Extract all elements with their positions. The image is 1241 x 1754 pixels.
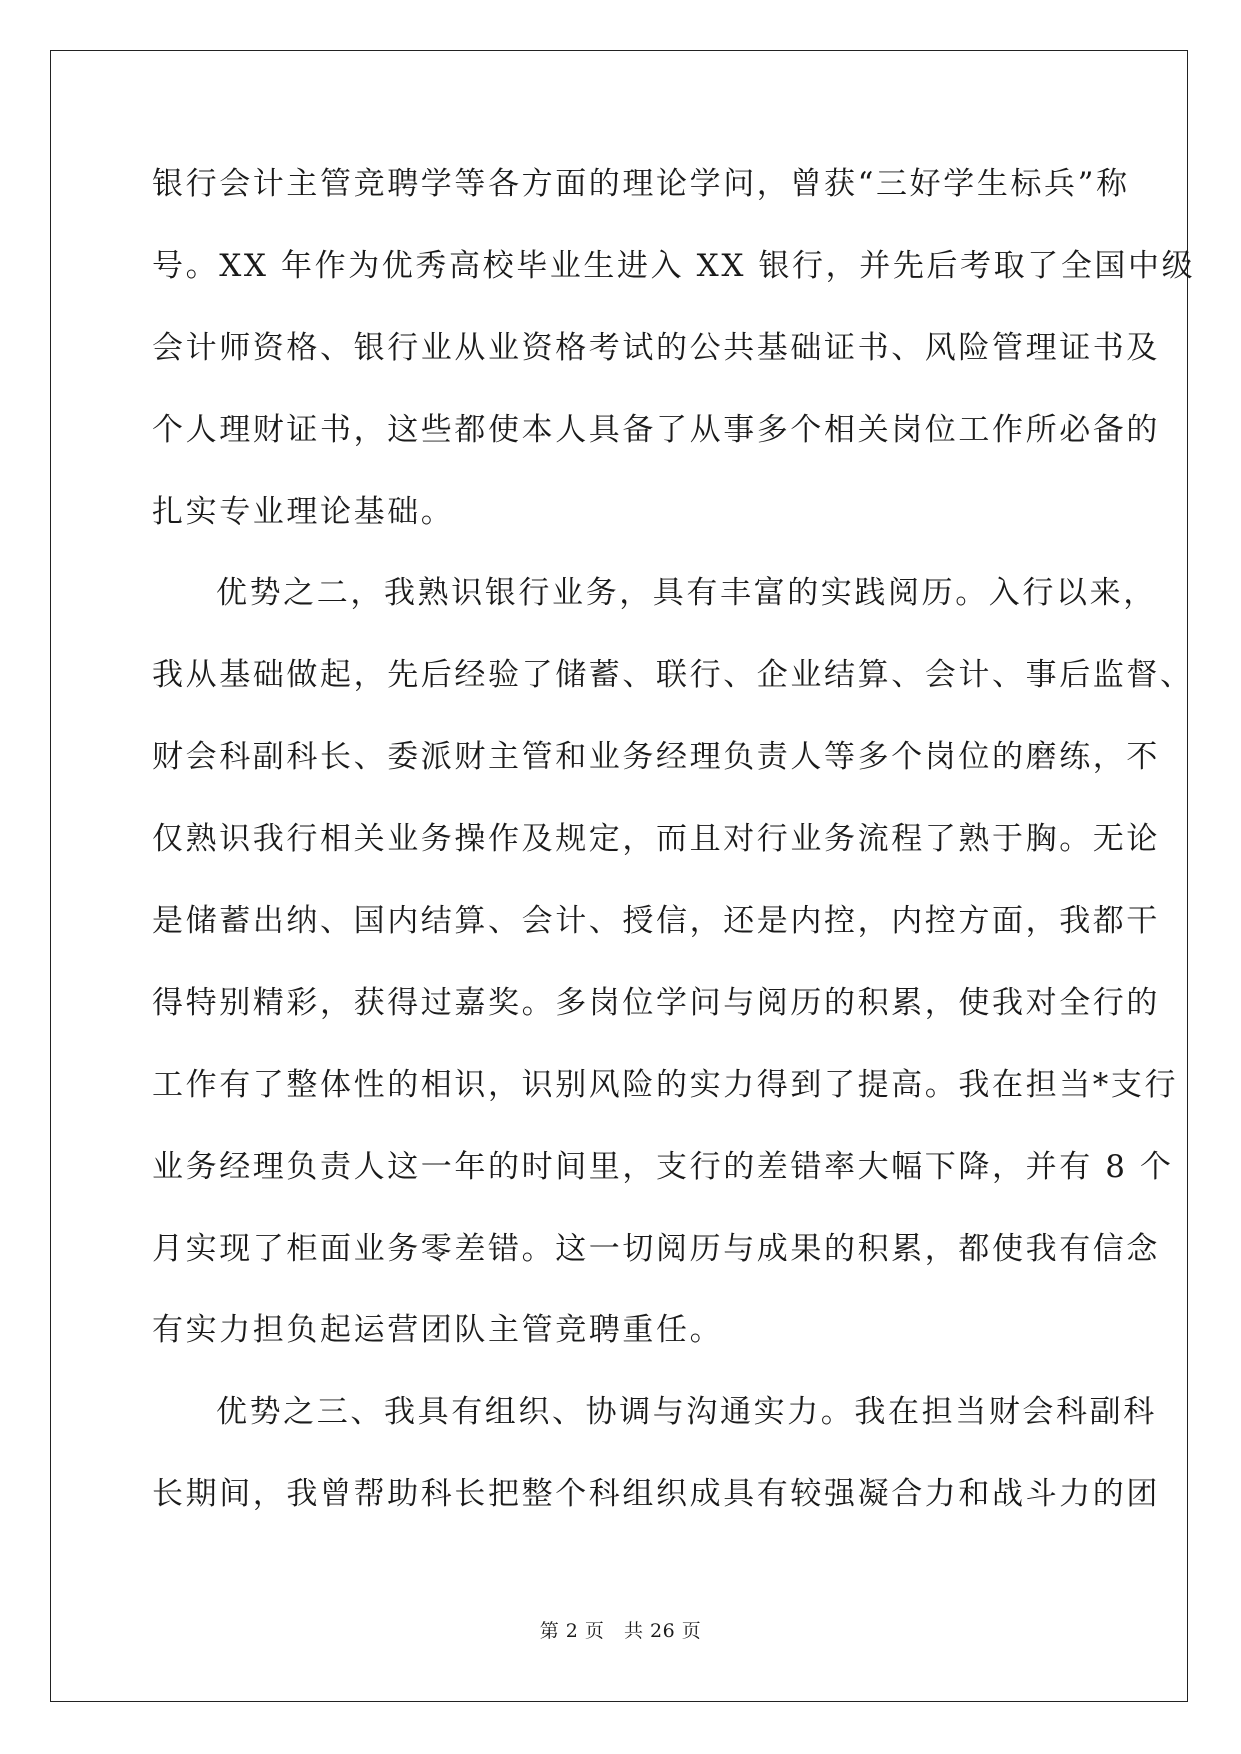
paragraph-start-line: 优势之二，我熟识银行业务，具有丰富的实践阅历。入行以来， [216, 575, 1157, 612]
text-line: 个人理财证书，这些都使本人具备了从事多个相关岗位工作所必备的 [152, 411, 1160, 448]
body-text [152, 158, 1196, 1550]
text-line: 会计师资格、银行业从业资格考试的公共基础证书、风险管理证书及 [152, 329, 1160, 366]
text-line: 工作有了整体性的相识，识别风险的实力得到了提高。我在担当*支行 [152, 1066, 1179, 1103]
text-line: 仅熟识我行相关业务操作及规定，而且对行业务流程了熟于胸。无论 [152, 821, 1160, 858]
text-line: 财会科副科长、委派财主管和业务经理负责人等多个岗位的磨练，不 [152, 739, 1160, 776]
text-line: 得特别精彩，获得过嘉奖。多岗位学问与阅历的积累，使我对全行的 [152, 984, 1160, 1021]
text-line: 号。XX 年作为优秀高校毕业生进入 XX 银行，并先后考取了全国中级 [152, 247, 1196, 284]
text-line: 有实力担负起运营团队主管竞聘重任。 [152, 1312, 724, 1349]
text-line: 月实现了柜面业务零差错。这一切阅历与成果的积累，都使我有信念 [152, 1230, 1160, 1267]
text-line: 长期间，我曾帮助科长把整个科组织成具有较强凝合力和战斗力的团 [152, 1476, 1160, 1513]
text-line: 业务经理负责人这一年的时间里，支行的差错率大幅下降，并有 8 个 [152, 1148, 1174, 1185]
paragraph-start-line: 优势之三、我具有组织、协调与沟通实力。我在担当财会科副科 [216, 1394, 1157, 1431]
text-line: 是储蓄出纳、国内结算、会计、授信，还是内控，内控方面，我都干 [152, 903, 1160, 940]
text-line: 银行会计主管竞聘学等各方面的理论学问，曾获“三好学生标兵”称 [152, 166, 1130, 202]
text-line: 我从基础做起，先后经验了储蓄、联行、企业结算、会计、事后监督、 [152, 657, 1194, 694]
text-line: 扎实专业理论基础。 [152, 493, 455, 530]
page-number-footer: 第 2 页 共 26 页 [539, 1620, 702, 1642]
